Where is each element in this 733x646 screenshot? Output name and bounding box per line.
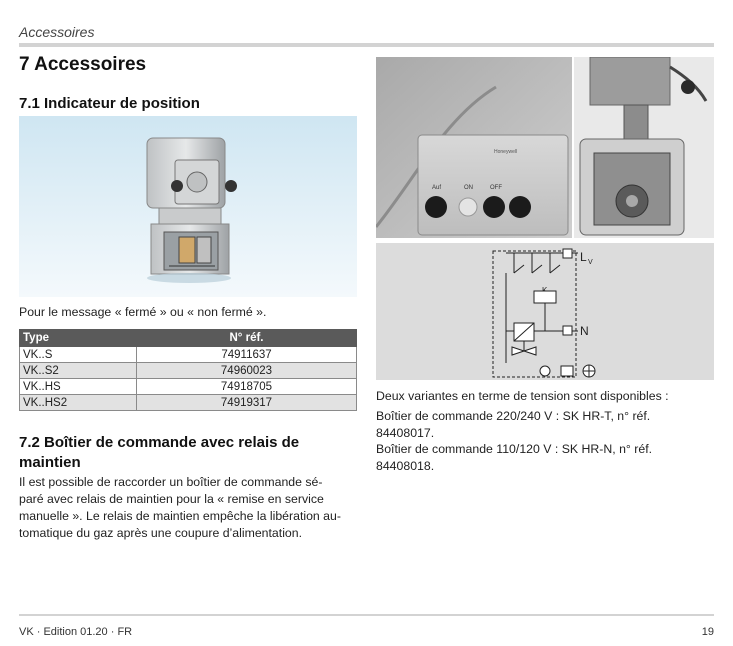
table-row bbox=[20, 347, 357, 363]
table-cell-type: VK..S2 bbox=[20, 363, 137, 379]
brand-label: Honeywell bbox=[494, 149, 518, 155]
variant2-line2: 84408018. bbox=[376, 459, 435, 473]
paragraph-line: paré avec relais de maintien pour la « remise en service bbox=[19, 492, 324, 506]
footer-rule bbox=[19, 614, 714, 616]
button-label-off: OFF bbox=[490, 185, 502, 191]
voltage-variants-intro: Deux variantes en terme de tension sont disponibles : bbox=[376, 389, 669, 403]
paragraph-line: manuelle ». Le relais de maintien empêche la libération au- bbox=[19, 509, 341, 523]
variant2-line1: Boîtier de commande 110/120 V : SK HR-N, n° réf. bbox=[376, 442, 653, 456]
section-72-paragraph bbox=[19, 474, 341, 542]
variant1-line1: Boîtier de commande 220/240 V : SK HR-T, n° réf. bbox=[376, 409, 651, 423]
paragraph-line: Il est possible de raccorder un boîtier de commande sé- bbox=[19, 475, 323, 489]
position-indicator-photo bbox=[19, 116, 357, 297]
chapter-title: 7 Accessoires bbox=[19, 54, 147, 75]
section-71-title: 7.1 Indicateur de position bbox=[19, 95, 200, 112]
table-row bbox=[20, 379, 357, 395]
table-header-ref: N° réf. bbox=[137, 330, 357, 347]
button-label-auf: Auf bbox=[432, 185, 442, 191]
table-row bbox=[20, 395, 357, 411]
label-lv-subscript: V bbox=[588, 259, 593, 266]
page-number: 19 bbox=[701, 626, 714, 638]
table-cell-ref: 74911637 bbox=[137, 347, 357, 363]
table-cell-ref: 74919317 bbox=[137, 395, 357, 411]
table-cell-type: VK..S bbox=[20, 347, 137, 363]
table-cell-ref: 74960023 bbox=[137, 363, 357, 379]
button-label-on: ON bbox=[464, 185, 473, 191]
label-lv: L bbox=[580, 250, 587, 264]
table-cell-type: VK..HS2 bbox=[20, 395, 137, 411]
header-rule bbox=[19, 43, 714, 47]
section-72-title-line1: 7.2 Boîtier de commande avec relais de bbox=[19, 434, 300, 451]
variant1-text bbox=[376, 408, 650, 442]
control-box-photo bbox=[376, 57, 714, 238]
label-n: N bbox=[580, 324, 589, 338]
variant2-text bbox=[376, 441, 652, 475]
running-header: Accessoires bbox=[19, 24, 95, 40]
table-cell-ref: 74918705 bbox=[137, 379, 357, 395]
paragraph-line: tomatique du gaz après une coupure d’alimentation. bbox=[19, 526, 303, 540]
table-row bbox=[20, 363, 357, 379]
table-header-type: Type bbox=[20, 330, 137, 347]
position-indicator-caption: Pour le message « fermé » ou « non fermé ». bbox=[19, 305, 267, 319]
wiring-diagram bbox=[376, 243, 714, 380]
footer-edition: VK · Edition 01.20 · FR bbox=[19, 626, 133, 638]
variant1-line2: 84408017. bbox=[376, 426, 435, 440]
reference-table bbox=[19, 329, 357, 411]
section-72-title-line2: maintien bbox=[19, 454, 81, 471]
table-cell-type: VK..HS bbox=[20, 379, 137, 395]
